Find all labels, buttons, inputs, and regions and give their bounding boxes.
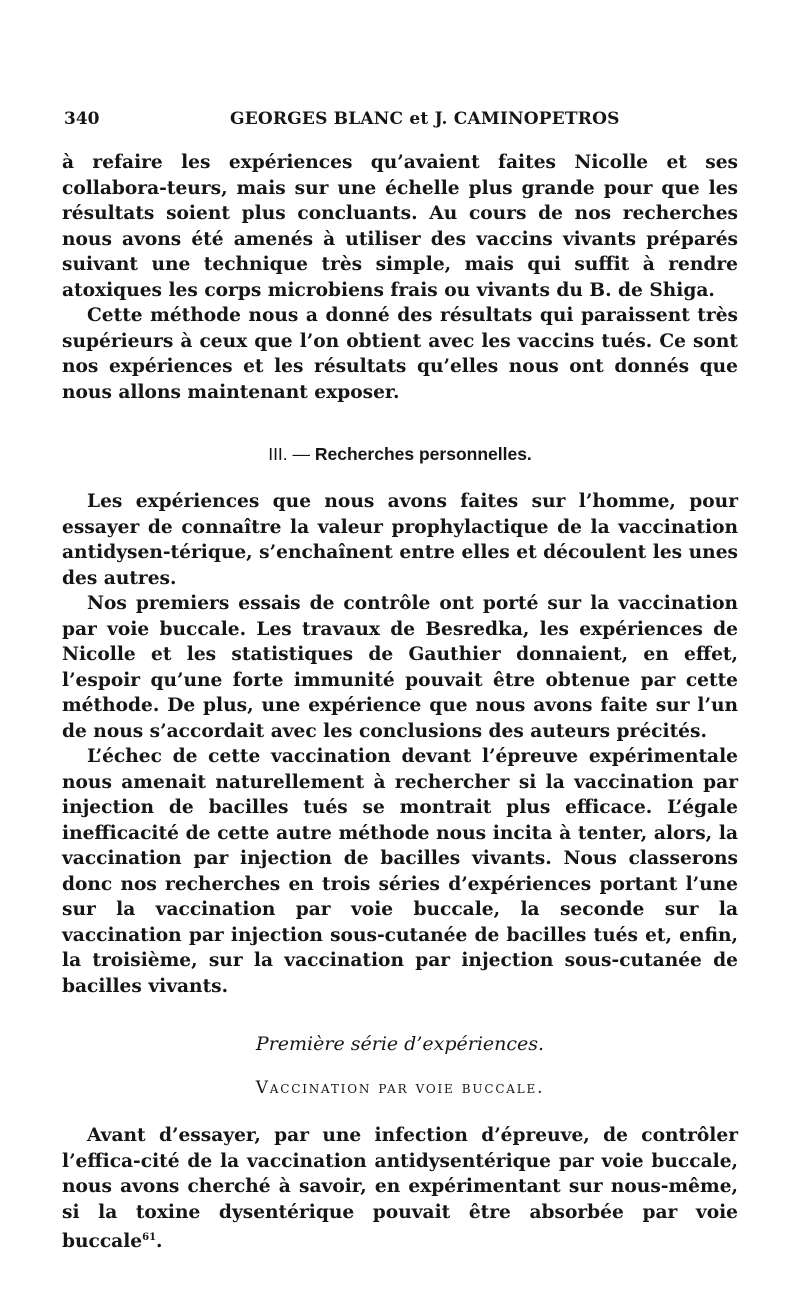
section-title: Recherches personnelles. [314, 444, 532, 464]
page-number: 340 [64, 109, 100, 129]
section-paragraph-1: Les expériences que nous avons faites sur l’homme, pour essayer de connaître la valeur prophylactique de la vaccination antidysen-térique, s’enchaînent entre elles et découlent les unes des autres. [62, 491, 738, 589]
section-paragraph-2: Nos premiers essais de contrôle ont porté sur la vaccination par voie buccale. Les travaux de Besredka, les expériences de Nicolle et les statistiques de Gauthier donnaient, en effet, l’espoir qu’une forte immunité pouvait être obtenue par cette méthode. De plus, une expérience que nous avons faite sur l’un de nous s’accordait avec les conclusions des auteurs précités. [62, 593, 738, 742]
section-heading [62, 441, 738, 467]
section-number: III. — [268, 444, 311, 464]
final-paragraph-end: . [156, 1231, 163, 1253]
intro-paragraph-1: à refaire les expériences qu’avaient faites Nicolle et ses collabora-teurs, mais sur une échelle plus grande pour que les résultats soient plus concluants. Au cours de nos recherches nous avons été amenés à utiliser des vaccins vivants préparés suivant une technique très simple, mais qui suffit à rendre atoxiques les corps microbiens frais ou vivants du B. de Shiga. [62, 152, 738, 301]
series-heading: Première série d’expériences. [255, 1033, 545, 1055]
series-subheading: Vaccination par voie buccale. [255, 1078, 545, 1098]
final-paragraph-text: Avant d’essayer, par une infection d’épreuve, de contrôler l’effica-cité de la vaccination antidysentérique par voie buccale, nous avons cherché à savoir, en expérimentant sur nous-même, si la toxine dysentérique pouvait être absorbée par voie buccale [62, 1125, 738, 1253]
page-header [64, 106, 736, 132]
intro-paragraph-2: Cette méthode nous a donné des résultats qui paraissent très supérieurs à ceux que l’on obtient avec les vaccins tués. Ce sont nos expériences et les résultats qu’elles nous ont donnés que nous allons maintenant exposer. [62, 305, 738, 403]
running-head: GEORGES BLANC et J. CAMINOPETROS [230, 109, 620, 129]
section-paragraph-3: L’échec de cette vaccination devant l’épreuve expérimentale nous amenait naturellement à rechercher si la vaccination par injection de bacilles tués se montrait plus efficace. L’égale inefficacité de cette autre méthode nous incita à tenter, alors, la vaccination par injection de bacilles vivants. Nous classerons donc nos recherches en trois séries d’expériences portant l’une sur la vaccination par voie buccale, la seconde sur la vaccination par injection sous-cutanée de bacilles tués et, enfin, la troisième, sur la vaccination par injection sous-cutanée de bacilles vivants. [62, 746, 738, 997]
page-body [62, 150, 738, 1255]
footnote-reference: 61 [142, 1232, 157, 1243]
final-paragraph [62, 1123, 738, 1255]
